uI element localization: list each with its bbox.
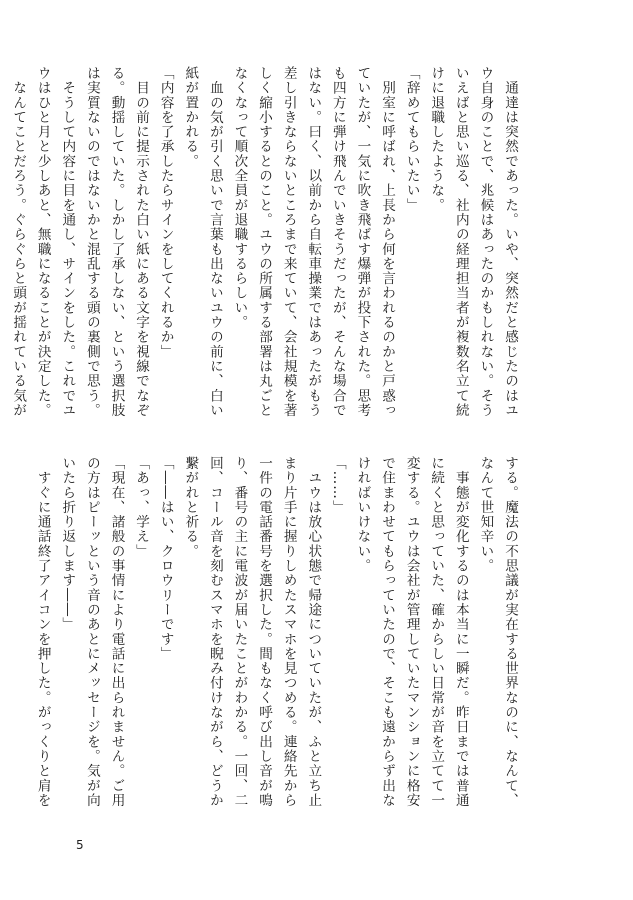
text-line: 目の前に提示された白い紙にある文字を視線でなぞ <box>133 66 150 418</box>
text-line: なくなって順次全員が退職するらしい。 <box>231 66 248 330</box>
text-line: いたら折り返します――」 <box>59 456 76 632</box>
text-line: しく縮小するとのこと。ユウの所属する部署は丸ごと <box>256 66 273 418</box>
text-line: の方はピーッという音のあとにメッセージを。気が向 <box>83 456 100 808</box>
text-line: に続くと思っていた、確からしい日常が音を立てて一 <box>428 456 445 808</box>
text-line: は実質ないのではないかと混乱する頭の裏側で思う。 <box>83 66 100 418</box>
text-line: 「あっ、学え」 <box>133 456 150 559</box>
text-line: 通達は突然であった。いや、突然だと感じたのはユ <box>502 66 518 418</box>
text-line: そうして内容に目を通し、サインをした。これでユ <box>59 66 76 418</box>
text-line: ユウは放心状態で帰途についていたが、ふと立ち止 <box>305 456 322 808</box>
text-line: 別室に呼ばれ、上長から何を言われるのかと戸惑っ <box>379 66 396 418</box>
text-line: まり片手に握りしめたスマホを見つめる。連絡先から <box>280 456 297 808</box>
text-line: 差し引きならないところまで来ていて、会社規模を著 <box>280 66 297 418</box>
text-line: 繫がれと祈る。 <box>182 456 199 559</box>
text-line: 一件の電話番号を選択した。間もなく呼び出し音が鳴 <box>256 456 273 808</box>
text-line: る。動揺していた。しかし了承しない、という選択肢 <box>108 66 125 418</box>
text-line: 血の気が引く思いで言葉も出ないユウの前に、白い <box>206 66 223 418</box>
text-line: 「内容を了承したらサインをしてくれるか」 <box>157 66 174 359</box>
text-line: する。魔法の不思議が実在する世界なのに、なんて、 <box>502 456 518 808</box>
text-line: 「現在、諸般の事情により電話に出られません。ご用 <box>108 456 125 808</box>
text-line: けに退職したような。 <box>428 66 445 213</box>
text-line: り、番号の主に電波が届いたことがわかる。一回、二 <box>231 456 248 808</box>
text-line: はない。曰く、以前から自転車操業ではあったがもう <box>305 66 322 418</box>
text-block-top <box>6 66 522 438</box>
text-line: ければいけない。 <box>354 456 371 574</box>
text-line: なんて世知辛い。 <box>477 456 494 574</box>
text-line: 変する。ユウは会社が管理していたマンションに格安 <box>403 456 420 808</box>
text-line: なんてことだろう。ぐらぐらと頭が揺れている気が <box>10 66 27 418</box>
text-line: 回、コール音を刻むスマホを睨み付けながら、どうか <box>206 456 223 808</box>
text-line: 「辞めてもらいたい」 <box>403 66 420 213</box>
text-line: も四方に弾け飛んでいきそうだったが、そんな場合で <box>329 66 346 418</box>
text-line: 「――はい、クロウリーです」 <box>157 456 174 662</box>
page-number: 5 <box>76 838 84 852</box>
text-line: すぐに通話終了アイコンを押した。がっくりと肩を <box>34 456 51 808</box>
text-line: いえばと思い巡る、社内の経理担当者が複数名立て続 <box>452 66 469 418</box>
text-line: ていたが、一気に吹き飛ばす爆弾が投下された。思考 <box>354 66 371 418</box>
text-block-bottom <box>30 456 522 828</box>
text-line: 事態が変化するのは本当に一瞬だ。昨日までは普通 <box>452 456 469 808</box>
text-line: で住まわせてもらっていたので、そこも遠からず出な <box>379 456 396 808</box>
text-line: 「……」 <box>329 456 346 515</box>
text-line: 紙が置かれる。 <box>182 66 199 169</box>
text-line: ウはひと月と少しあと、無職になることが決定した。 <box>34 66 51 418</box>
text-line: ウ自身のことで、兆候はあったのかもしれない。そう <box>477 66 494 418</box>
